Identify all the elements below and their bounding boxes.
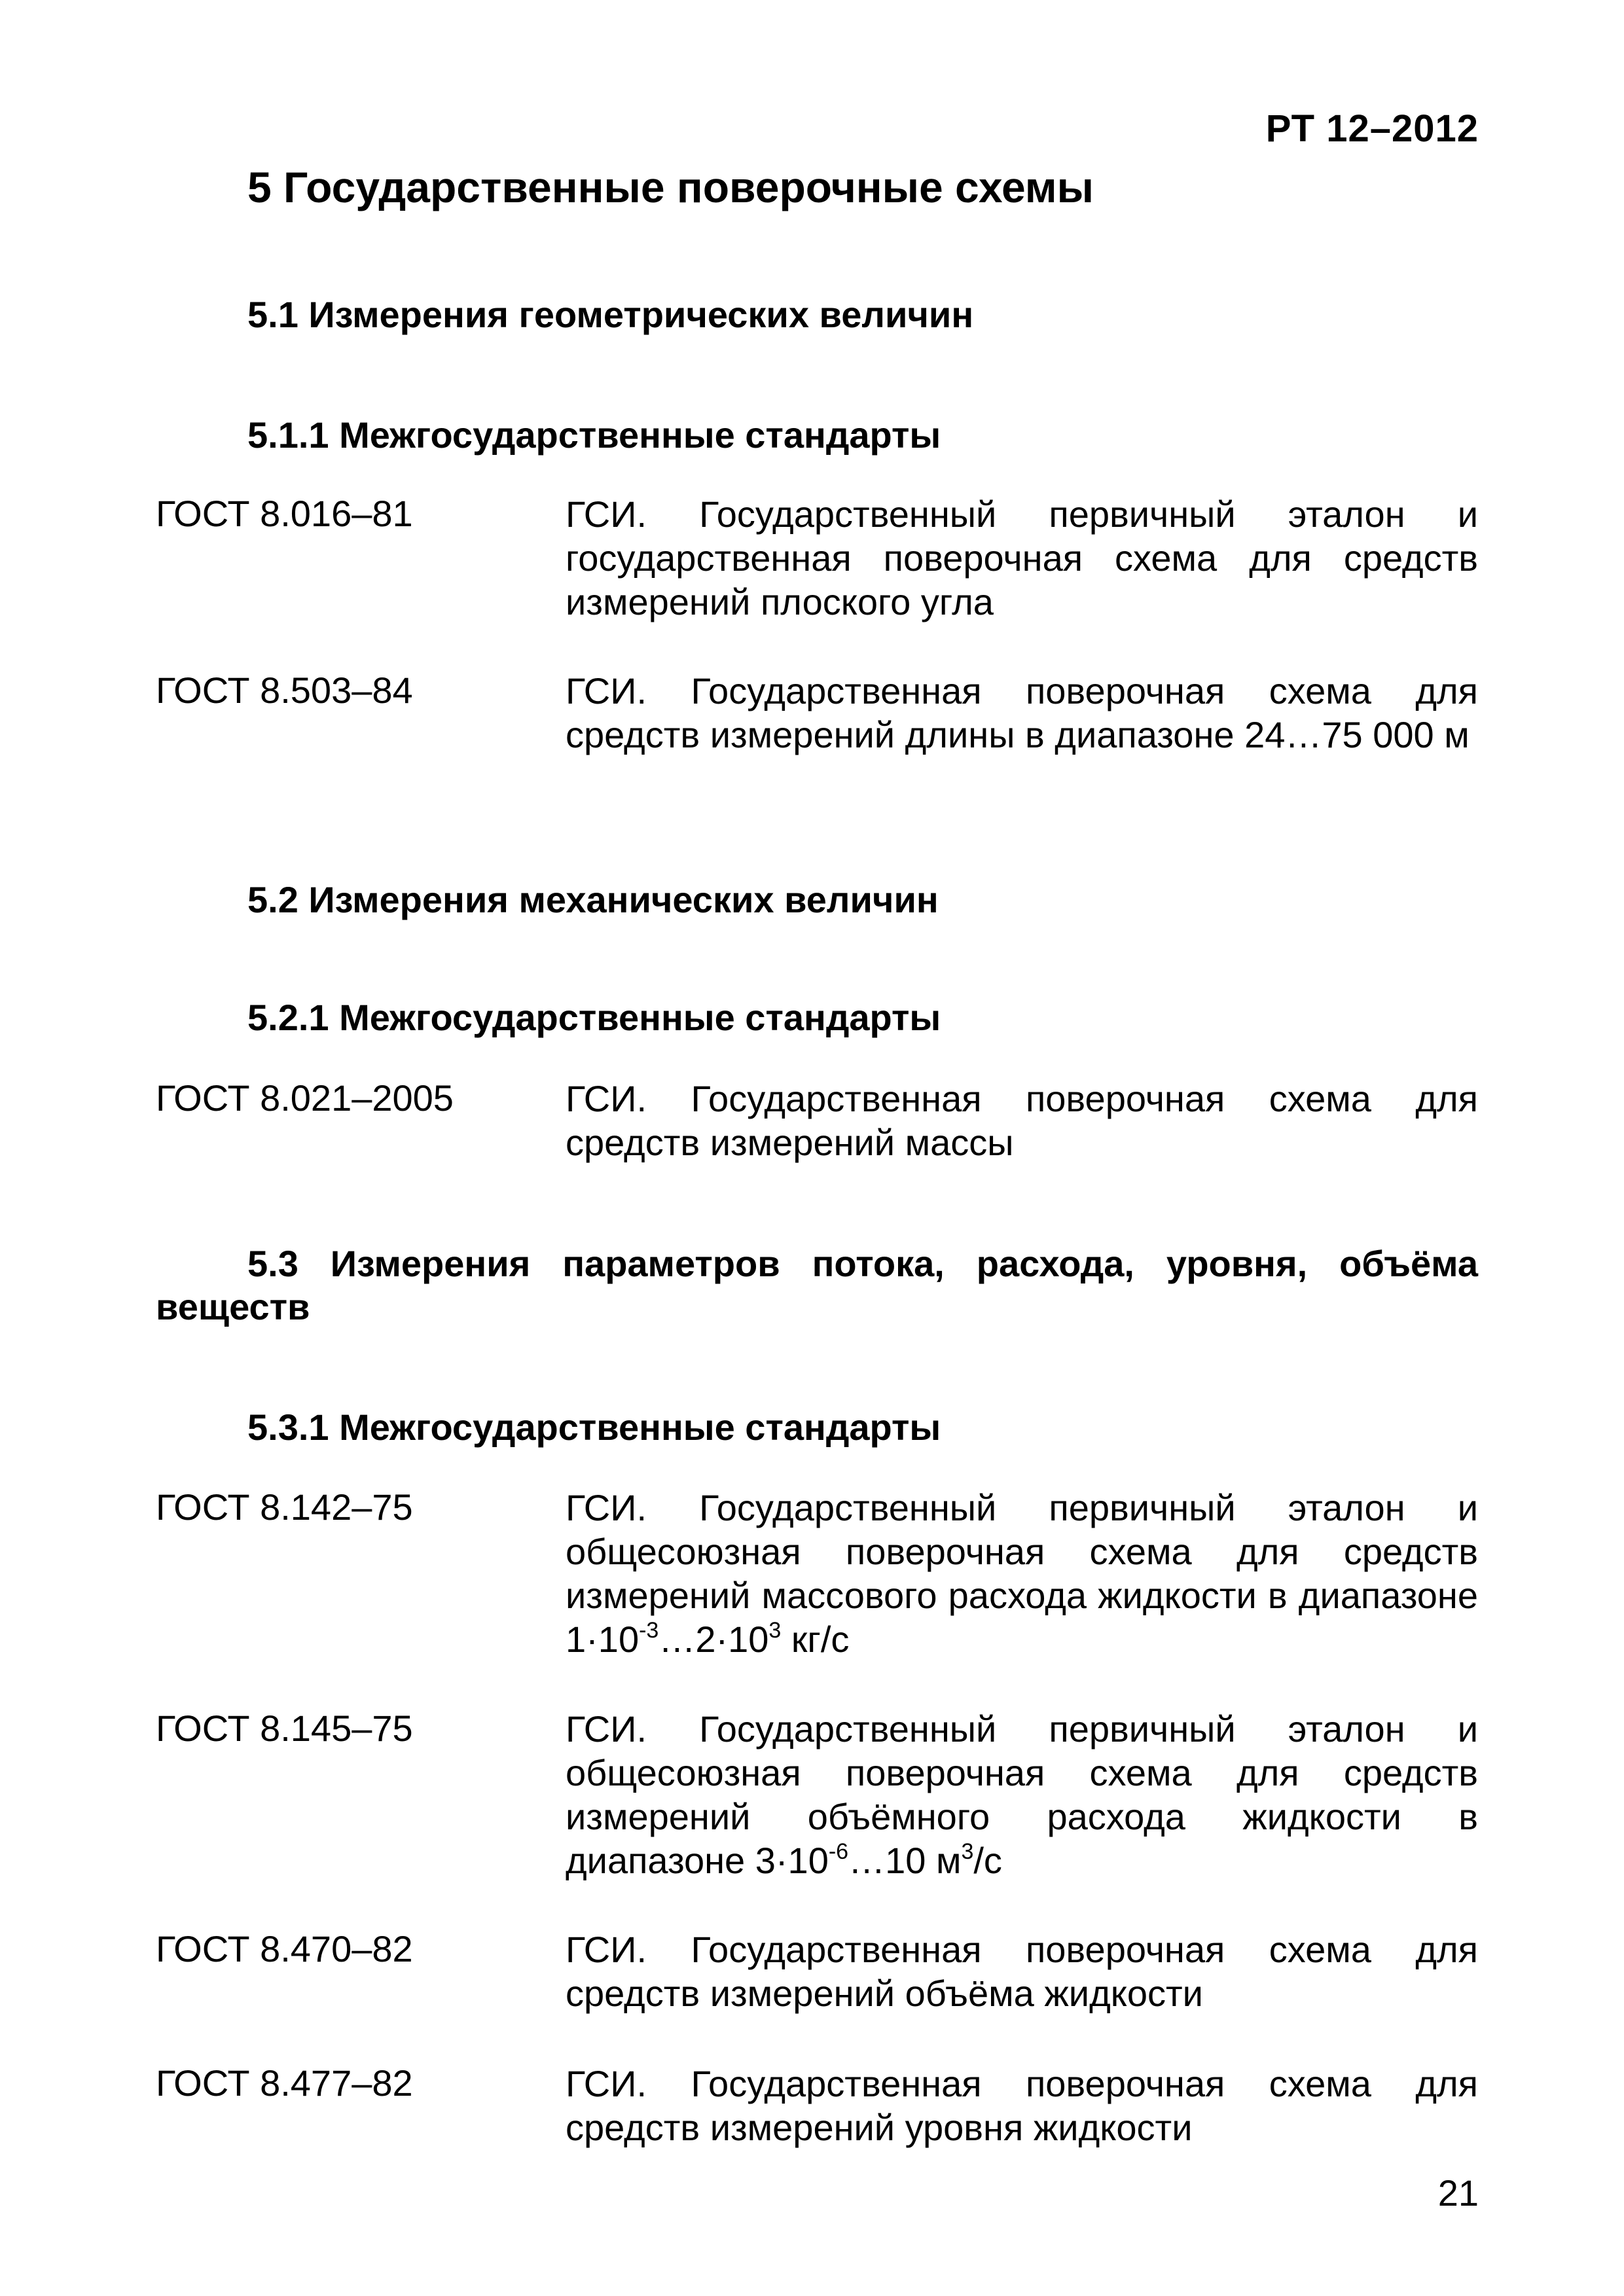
standard-title	[566, 1486, 1478, 1661]
subsection-heading: 5.3 Измерения параметров потока, расхода, уровня, объёма веществ	[156, 1243, 1478, 1327]
standard-title: ГСИ. Государственная поверочная схема для средств измерений объёма жидкости	[566, 1929, 1478, 2014]
standard-code: ГОСТ 8.470–82	[156, 1928, 413, 1969]
standard-code: ГОСТ 8.503–84	[156, 670, 413, 711]
range-value: $3\cdot 10^{-6}\dots 10$ $м^3/с$	[755, 1839, 1002, 1881]
page-number: 21	[1437, 2172, 1479, 2214]
standard-title: ГСИ. Государственная поверочная схема для средств измерений уровня жидкости	[566, 2063, 1478, 2148]
standard-code: ГОСТ 8.477–82	[156, 2062, 413, 2104]
standard-title: ГСИ. Государственная поверочная схема для средств измерений длины в диапазоне 24…75 000 м	[566, 670, 1478, 755]
standard-code: ГОСТ 8.016–81	[156, 493, 413, 534]
standard-code: ГОСТ 8.142–75	[156, 1486, 413, 1528]
standard-title: ГСИ. Государственный первичный эталон и государственная поверочная схема для средств измерений плоского угла	[566, 493, 1478, 622]
subsection-heading: 5.1 Измерения геометрических величин	[247, 294, 974, 335]
subsection-heading: 5.2 Измерения механических величин	[247, 879, 939, 920]
subsubsection-heading: 5.2.1 Межгосударственные стандарты	[247, 997, 941, 1038]
standard-title: ГСИ. Государственная поверочная схема для средств измерений массы	[566, 1078, 1478, 1163]
range-value: $1\cdot 10^{-3}\dots 2\cdot 10^3$ кг/с	[566, 1618, 850, 1660]
standard-title-text: ГСИ. Государственный первичный эталон и общесоюзная поверочная схема для средств измерений объёмного расхода жидкости в диапазоне	[566, 1708, 1478, 1881]
standard-title-text: ГСИ. Государственный первичный эталон и общесоюзная поверочная схема для средств измерений массового расхода жидкости в диапазоне	[566, 1487, 1478, 1616]
standard-code: ГОСТ 8.145–75	[156, 1708, 413, 1749]
document-code: РТ 12–2012	[1265, 107, 1479, 150]
standard-code: ГОСТ 8.021–2005	[156, 1077, 454, 1119]
subsubsection-heading: 5.3.1 Межгосударственные стандарты	[247, 1407, 941, 1448]
section-title: 5 Государственные поверочные схемы	[247, 163, 1094, 211]
subsubsection-heading: 5.1.1 Межгосударственные стандарты	[247, 414, 941, 456]
standard-title	[566, 1707, 1478, 1882]
